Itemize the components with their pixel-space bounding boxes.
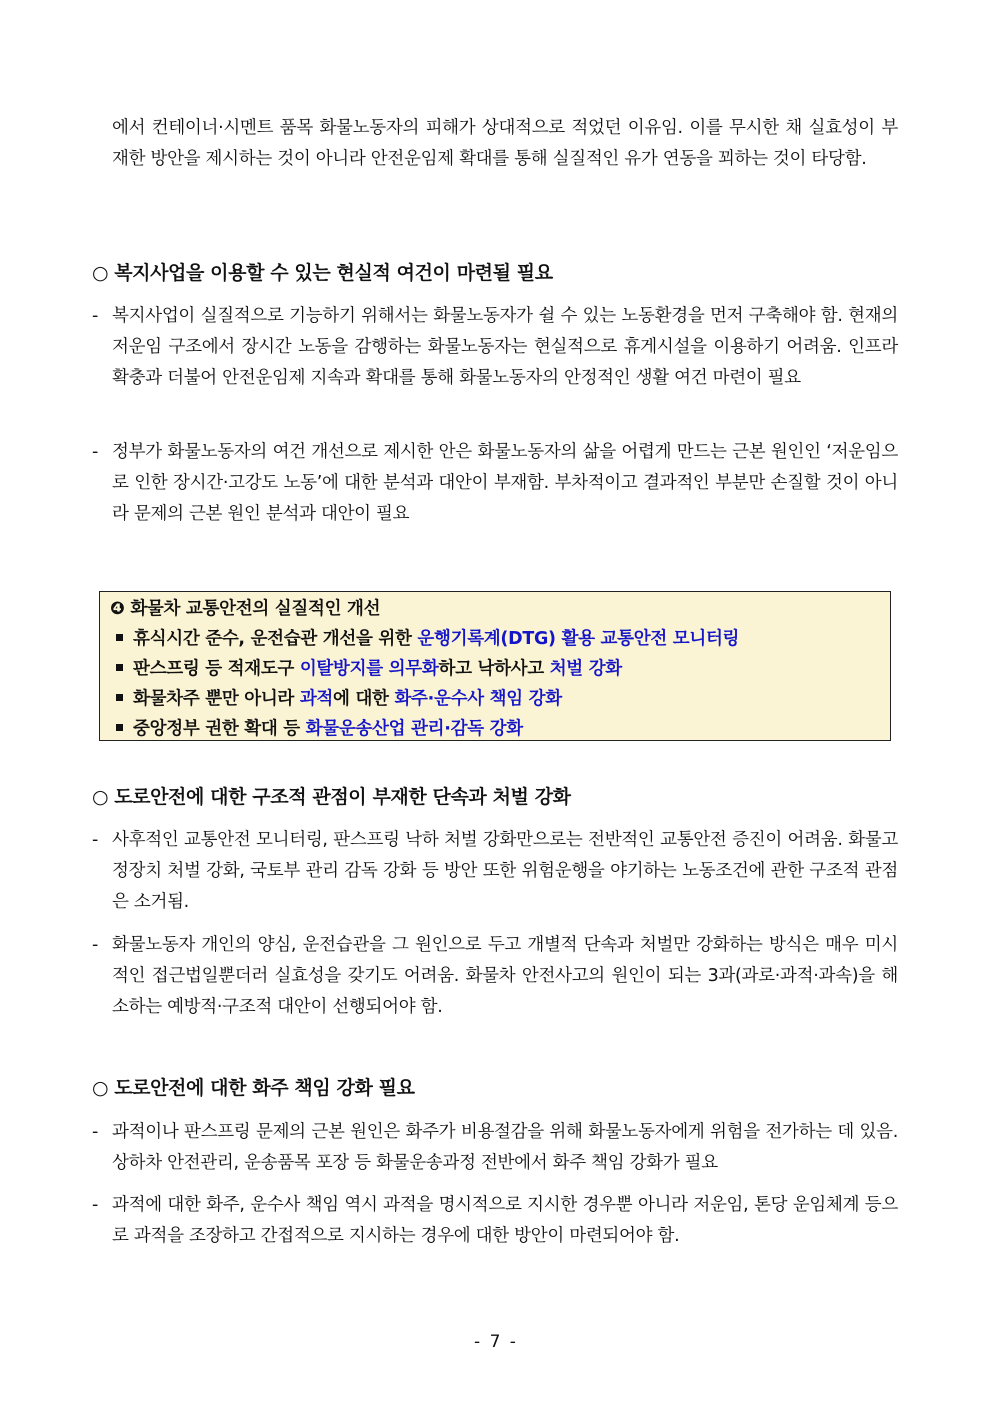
summary-box — [99, 591, 891, 741]
square-bullet-icon — [116, 694, 123, 701]
dash-icon: - — [92, 442, 99, 462]
dash-icon: - — [92, 830, 99, 850]
section-heading-welfare: ○ 복지사업을 이용할 수 있는 현실적 여건이 마련될 필요 — [92, 262, 553, 284]
section-heading-shipper: ○ 도로안전에 대한 화주 책임 강화 필요 — [92, 1077, 415, 1099]
list-item: - 과적에 대한 화주, 운수사 책임 역시 과적을 명시적으로 지시한 경우뿐 아니라 저운임, 톤당 운임체계 등으로 과적을 조장하고 간접적으로 지시하는 경우에 대한 방안이 마련되어야 함. — [92, 1190, 898, 1252]
list-item: - 사후적인 교통안전 모니터링, 판스프링 낙하 처벌 강화만으로는 전반적인 교통안전 증진이 어려움. 화물고정장치 처벌 강화, 국토부 관리 감독 강화 등 방안 또한 위험운행을 야기하는 노동조건에 관한 구조적 관점은 소거됨. — [92, 825, 898, 918]
list-item: - 화물노동자 개인의 양심, 운전습관을 그 원인으로 두고 개별적 단속과 처벌만 강화하는 방식은 매우 미시적인 접근법일뿐더러 실효성을 갖기도 어려움. 화물차 안전사고의 원인이 되는 3과(과로·과적·과속)을 해소하는 예방적·구조적 대안이 선행되어야 함. — [92, 930, 898, 1023]
list-item: - 과적이나 판스프링 문제의 근본 원인은 화주가 비용절감을 위해 화물노동자에게 위험을 전가하는 데 있음. 상하차 안전관리, 운송품목 포장 등 화물운송과정 전반에서 화주 책임 강화가 필요 — [92, 1117, 898, 1179]
number-four-icon: ❹ — [110, 599, 125, 619]
summary-item: 휴식시간 준수, 운전습관 개선을 위한 운행기록계(DTG) 활용 교통안전 모니터링 — [110, 624, 890, 654]
dash-icon: - — [92, 1195, 99, 1215]
square-bullet-icon — [116, 664, 123, 671]
page-number: - 7 - — [474, 1332, 518, 1352]
summary-box-title: ❹ 화물차 교통안전의 실질적인 개선 — [110, 599, 381, 619]
circle-marker-icon: ○ — [92, 786, 109, 808]
circle-marker-icon: ○ — [92, 262, 109, 284]
summary-item: 중앙정부 권한 확대 등 화물운송산업 관리·감독 강화 — [110, 714, 890, 744]
summary-item: 화물차주 뿐만 아니라 과적에 대한 화주·운수사 책임 강화 — [110, 684, 890, 714]
square-bullet-icon — [116, 634, 123, 641]
list-item: - 정부가 화물노동자의 여건 개선으로 제시한 안은 화물노동자의 삶을 어렵게 만드는 근본 원인인 ‘저운임으로 인한 장시간·고강도 노동’에 대한 분석과 대안이 부재함. 부차적이고 결과적인 부분만 손질할 것이 아니라 문제의 근본 원인 분석과 대안이 필요 — [92, 437, 898, 530]
dash-icon: - — [92, 935, 99, 955]
dash-icon: - — [92, 306, 99, 326]
section-heading-enforcement: ○ 도로안전에 대한 구조적 관점이 부재한 단속과 처벌 강화 — [92, 786, 571, 808]
intro-paragraph: 에서 컨테이너·시멘트 품목 화물노동자의 피해가 상대적으로 적었던 이유임. 이를 무시한 채 실효성이 부재한 방안을 제시하는 것이 아니라 안전운임제 확대를 통해 실질적인 유가 연동을 꾀하는 것이 타당함. — [112, 118, 898, 169]
dash-icon: - — [92, 1122, 99, 1142]
square-bullet-icon — [116, 724, 123, 731]
list-item: - 복지사업이 실질적으로 기능하기 위해서는 화물노동자가 쉴 수 있는 노동환경을 먼저 구축해야 함. 현재의 저운임 구조에서 장시간 노동을 감행하는 화물노동자는 현실적으로 휴게시설을 이용하기 어려움. 인프라 확충과 더불어 안전운임제 지속과 확대를 통해 화물노동자의 안정적인 생활 여건 마련이 필요 — [92, 301, 898, 394]
circle-marker-icon: ○ — [92, 1077, 109, 1099]
summary-item: 판스프링 등 적재도구 이탈방지를 의무화하고 낙하사고 처벌 강화 — [110, 654, 890, 684]
